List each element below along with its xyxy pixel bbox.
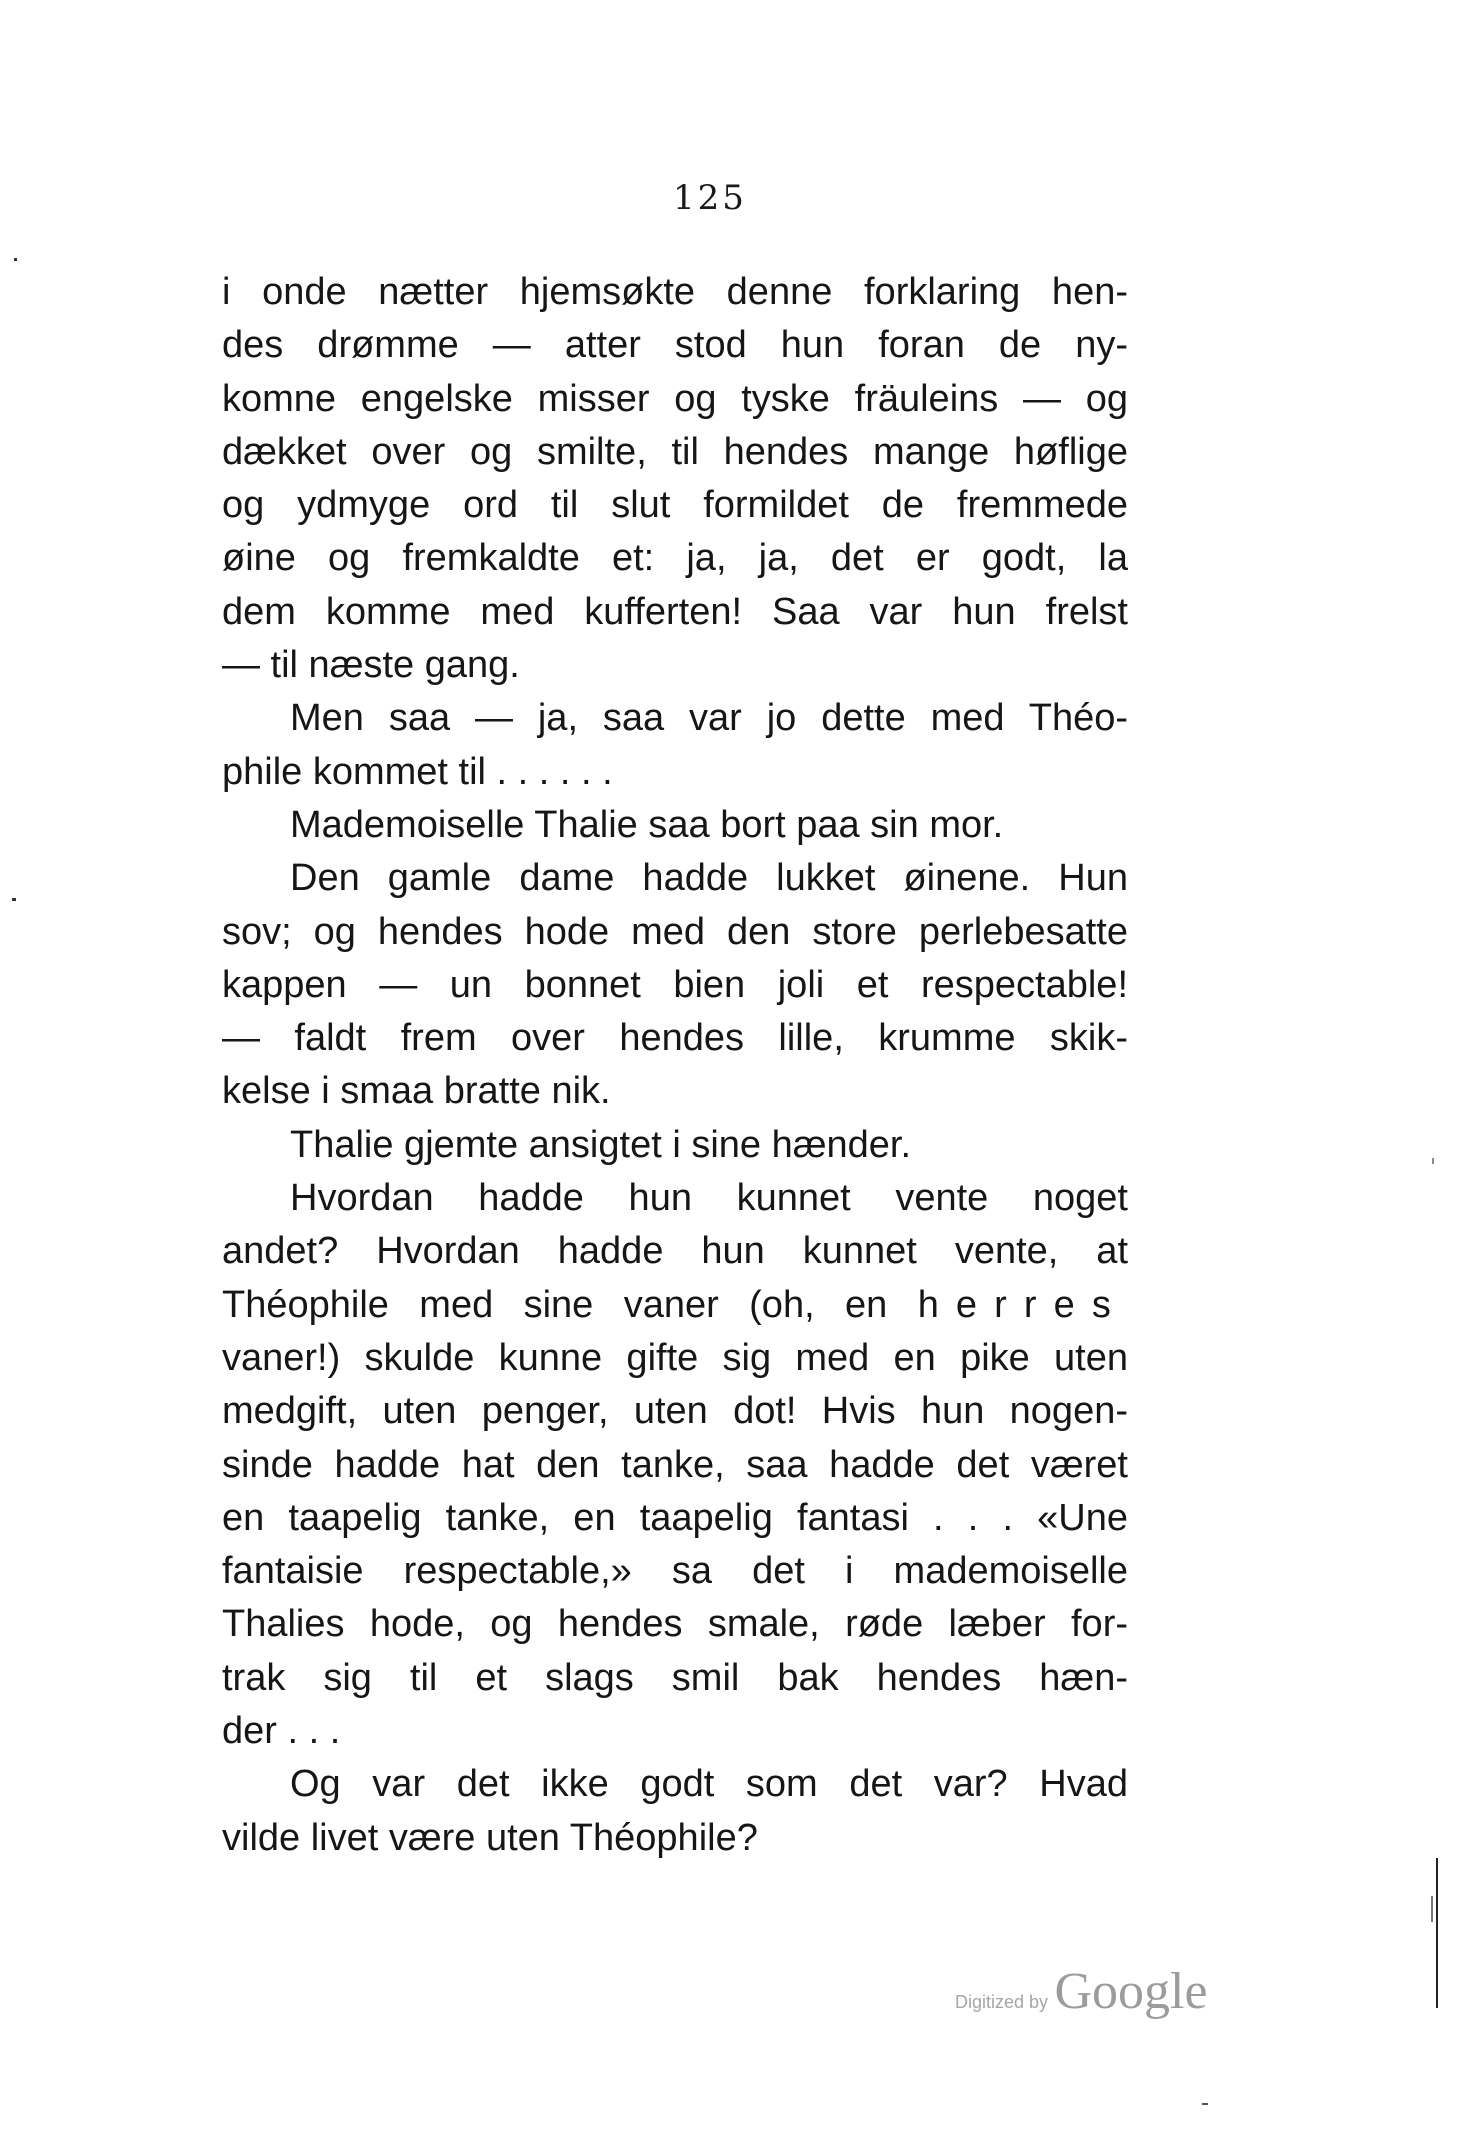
text-line: Og var det ikke godt som det var? Hvad: [290, 1763, 1128, 1806]
text-line: medgift, uten penger, uten dot! Hvis hun nogen-: [222, 1390, 1128, 1433]
text-line: dækket over og smilte, til hendes mange høflige: [222, 430, 1128, 473]
text-line: — faldt frem over hendes lille, krumme skik-: [222, 1017, 1128, 1060]
scan-edge-line: [1431, 1896, 1433, 1922]
page-number: 125: [673, 178, 747, 218]
text-line: [222, 1279, 1128, 1332]
text-line: sov; og hendes hode med den store perlebesatte: [222, 910, 1128, 953]
text-line: Men saa — ja, saa var jo dette med Théo-: [290, 697, 1128, 740]
text-line: des drømme — atter stod hun foran de ny-: [222, 324, 1128, 367]
scan-speck: [14, 258, 17, 261]
text-line: trak sig til et slags smil bak hendes hæn-: [222, 1656, 1128, 1699]
text-line: øine og fremkaldte et: ja, ja, det er godt, la: [222, 537, 1128, 580]
text-line: dem komme med kufferten! Saa var hun frelst: [222, 590, 1128, 633]
emphasized-word: herres: [917, 1283, 1128, 1326]
text-line: og ydmyge ord til slut formildet de fremmede: [222, 484, 1128, 527]
text-line: — til næste gang.: [222, 644, 520, 687]
text-line: Thalies hode, og hendes smale, røde læber for-: [222, 1603, 1128, 1646]
text-line: Thalie gjemte ansigtet i sine hænder.: [290, 1123, 912, 1166]
text-line: i onde nætter hjemsøkte denne forklaring hen-: [222, 271, 1128, 313]
text-line: andet? Hvordan hadde hun kunnet vente, at: [222, 1230, 1128, 1273]
text-line: komne engelske misser og tyske fräuleins — og: [222, 377, 1128, 420]
scan-speck: [12, 898, 16, 901]
text-line: kappen — un bonnet bien joli et respectable!: [222, 963, 1128, 1006]
body-text: [222, 266, 1128, 1865]
text-line: phile kommet til . . . . . .: [222, 750, 613, 793]
text-line: Hvordan hadde hun kunnet vente noget: [290, 1177, 1128, 1220]
watermark-prefix: Digitized by: [955, 1992, 1049, 2012]
digitized-by-watermark: [955, 1962, 1208, 2021]
text-line: vaner!) skulde kunne gifte sig med en pike uten: [222, 1336, 1128, 1379]
text-segment: Théophile med sine vaner (oh, en: [222, 1283, 918, 1326]
scan-speck: [1432, 1158, 1434, 1164]
scan-edge-line: [1436, 1858, 1438, 2008]
text-line: kelse i smaa bratte nik.: [222, 1070, 611, 1113]
text-line: sinde hadde hat den tanke, saa hadde det været: [222, 1443, 1128, 1486]
text-line: Mademoiselle Thalie saa bort paa sin mor.: [290, 803, 1004, 846]
text-line: fantaisie respectable,» sa det i mademoiselle: [222, 1550, 1128, 1593]
scan-speck: [1202, 2103, 1208, 2105]
text-line: vilde livet være uten Théophile?: [222, 1816, 758, 1859]
text-line: der . . .: [222, 1710, 341, 1753]
text-line: Den gamle dame hadde lukket øinene. Hun: [290, 857, 1128, 900]
google-logo: Google: [1054, 1963, 1208, 2020]
text-line: en taapelig tanke, en taapelig fantasi . . . «Une: [222, 1496, 1128, 1539]
